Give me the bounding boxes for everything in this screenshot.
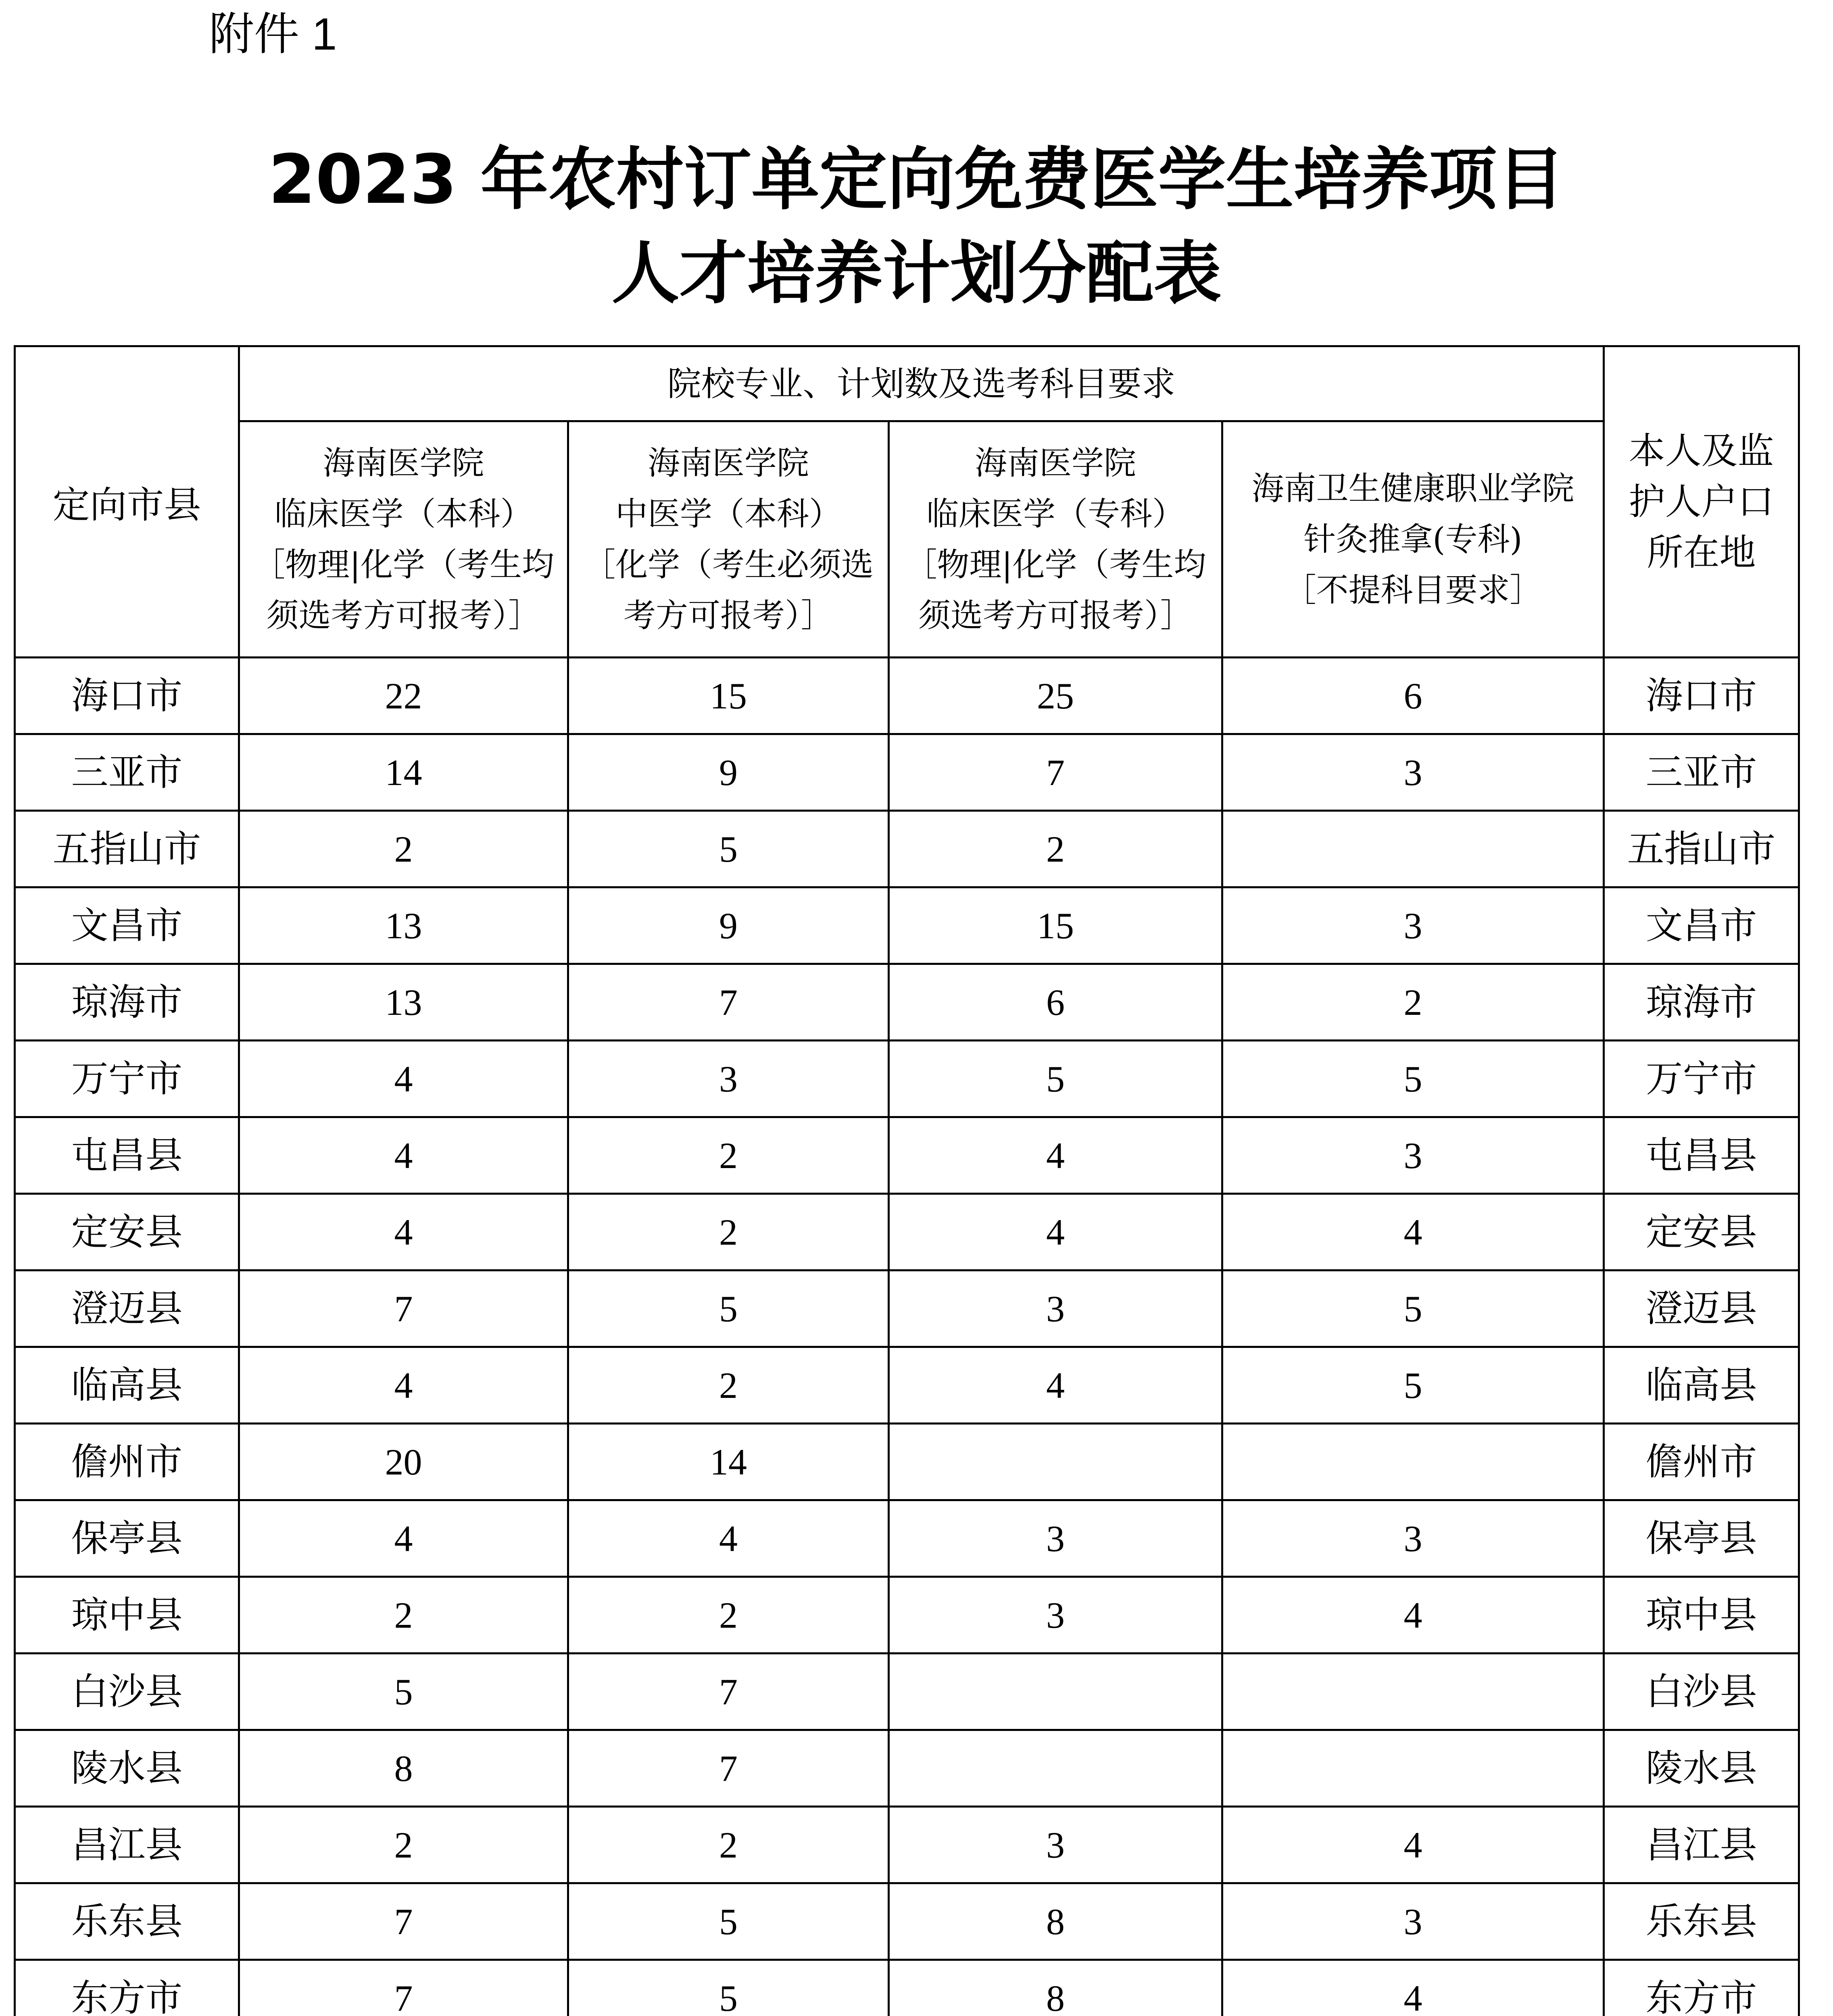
- header-col-tcm-bachelor: [568, 421, 889, 658]
- acupuncture-college-cell: [1222, 1424, 1604, 1500]
- clinical-bachelor-cell: 13: [239, 887, 568, 964]
- clinical-bachelor-cell: 20: [239, 1424, 568, 1500]
- city-cell: 屯昌县: [15, 1117, 239, 1194]
- household-cell: 澄迈县: [1604, 1270, 1799, 1347]
- clinical-bachelor-cell: 4: [239, 1194, 568, 1270]
- household-cell: 文昌市: [1604, 887, 1799, 964]
- clinical-college-cell: 15: [889, 887, 1222, 964]
- city-cell: 定安县: [15, 1194, 239, 1270]
- header-group: 院校专业、计划数及选考科目要求: [239, 346, 1604, 421]
- acupuncture-college-cell: 5: [1222, 1270, 1604, 1347]
- acupuncture-college-cell: 2: [1222, 964, 1604, 1041]
- clinical-college-cell: 25: [889, 658, 1222, 734]
- header-household: [1604, 346, 1799, 658]
- household-cell: 万宁市: [1604, 1041, 1799, 1117]
- tcm-bachelor-cell: 2: [568, 1347, 889, 1424]
- clinical-college-cell: 4: [889, 1194, 1222, 1270]
- acupuncture-college-cell: 4: [1222, 1194, 1604, 1270]
- table-row: [15, 1883, 1799, 1960]
- household-cell: 定安县: [1604, 1194, 1799, 1270]
- clinical-college-cell: 7: [889, 734, 1222, 811]
- city-cell: 临高县: [15, 1347, 239, 1424]
- clinical-college-cell: 3: [889, 1500, 1222, 1577]
- acupuncture-college-cell: [1222, 1654, 1604, 1730]
- clinical-bachelor-cell: 4: [239, 1500, 568, 1577]
- document-title-line1: 2023 年农村订单定向免费医学生培养项目: [268, 140, 1565, 219]
- clinical-college-cell: 5: [889, 1041, 1222, 1117]
- acupuncture-college-cell: [1222, 1730, 1604, 1807]
- clinical-bachelor-cell: 4: [239, 1117, 568, 1194]
- city-cell: 琼中县: [15, 1577, 239, 1654]
- header-col-clinical-college: [889, 421, 1222, 658]
- tcm-bachelor-cell: 5: [568, 811, 889, 887]
- header-col-acupuncture-college: [1222, 421, 1604, 658]
- header-line: 须选考方可报考）］: [918, 596, 1193, 634]
- tcm-bachelor-cell: 5: [568, 1960, 889, 2016]
- city-cell: 文昌市: [15, 887, 239, 964]
- household-cell: 陵水县: [1604, 1730, 1799, 1807]
- acupuncture-college-cell: 5: [1222, 1041, 1604, 1117]
- table-row: [15, 734, 1799, 811]
- document-title-line2: 人才培养计划分配表: [611, 234, 1222, 313]
- acupuncture-college-cell: 3: [1222, 734, 1604, 811]
- clinical-bachelor-cell: 7: [239, 1270, 568, 1347]
- household-cell: 昌江县: [1604, 1807, 1799, 1883]
- header-line: 临床医学（本科）: [274, 495, 533, 533]
- clinical-college-cell: [889, 1730, 1222, 1807]
- household-cell: 五指山市: [1604, 811, 1799, 887]
- table-row: [15, 964, 1799, 1041]
- clinical-college-cell: [889, 1654, 1222, 1730]
- tcm-bachelor-cell: 4: [568, 1500, 889, 1577]
- city-cell: 保亭县: [15, 1500, 239, 1577]
- header-household-line: 护人户口: [1629, 480, 1774, 523]
- household-cell: 儋州市: [1604, 1424, 1799, 1500]
- header-line: 海南医学院: [323, 444, 484, 482]
- table-row: [15, 811, 1799, 887]
- clinical-college-cell: 8: [889, 1960, 1222, 2016]
- household-cell: 三亚市: [1604, 734, 1799, 811]
- city-cell: 白沙县: [15, 1654, 239, 1730]
- city-cell: 五指山市: [15, 811, 239, 887]
- header-line: 中医学（本科）: [615, 495, 841, 533]
- table-row: [15, 1577, 1799, 1654]
- clinical-bachelor-cell: 4: [239, 1347, 568, 1424]
- tcm-bachelor-cell: 9: [568, 734, 889, 811]
- city-cell: 澄迈县: [15, 1270, 239, 1347]
- clinical-bachelor-cell: 7: [239, 1883, 568, 1960]
- city-cell: 陵水县: [15, 1730, 239, 1807]
- city-cell: 海口市: [15, 658, 239, 734]
- table-row: [15, 658, 1799, 734]
- table-row: [15, 1270, 1799, 1347]
- clinical-bachelor-cell: 8: [239, 1730, 568, 1807]
- household-cell: 白沙县: [1604, 1654, 1799, 1730]
- attachment-label: 附件 1: [209, 9, 337, 59]
- household-cell: 临高县: [1604, 1347, 1799, 1424]
- table-row: [15, 1730, 1799, 1807]
- header-col-clinical-bachelor: [239, 421, 568, 658]
- header-line: ［不提科目要求］: [1284, 571, 1542, 609]
- acupuncture-college-cell: 3: [1222, 887, 1604, 964]
- clinical-college-cell: 4: [889, 1347, 1222, 1424]
- household-cell: 乐东县: [1604, 1883, 1799, 1960]
- household-cell: 琼海市: [1604, 964, 1799, 1041]
- header-line: 海南卫生健康职业学院: [1251, 469, 1574, 507]
- city-cell: 东方市: [15, 1960, 239, 2016]
- city-cell: 乐东县: [15, 1883, 239, 1960]
- clinical-college-cell: 3: [889, 1577, 1222, 1654]
- acupuncture-college-cell: 4: [1222, 1807, 1604, 1883]
- allocation-table: [14, 345, 1800, 2016]
- table-row: [15, 1117, 1799, 1194]
- table-row: [15, 1041, 1799, 1117]
- clinical-college-cell: 2: [889, 811, 1222, 887]
- header-line: ［物理|化学（考生均: [905, 546, 1206, 583]
- city-cell: 琼海市: [15, 964, 239, 1041]
- tcm-bachelor-cell: 2: [568, 1577, 889, 1654]
- acupuncture-college-cell: 3: [1222, 1500, 1604, 1577]
- clinical-bachelor-cell: 14: [239, 734, 568, 811]
- city-cell: 万宁市: [15, 1041, 239, 1117]
- clinical-college-cell: [889, 1424, 1222, 1500]
- tcm-bachelor-cell: 2: [568, 1194, 889, 1270]
- household-cell: 琼中县: [1604, 1577, 1799, 1654]
- tcm-bachelor-cell: 15: [568, 658, 889, 734]
- header-line: 海南医学院: [975, 444, 1136, 482]
- table-row: [15, 1654, 1799, 1730]
- header-household-line: 所在地: [1647, 531, 1756, 574]
- header-line: 针灸推拿(专科): [1303, 520, 1522, 558]
- tcm-bachelor-cell: 7: [568, 1730, 889, 1807]
- clinical-bachelor-cell: 2: [239, 1577, 568, 1654]
- clinical-bachelor-cell: 13: [239, 964, 568, 1041]
- clinical-college-cell: 6: [889, 964, 1222, 1041]
- household-cell: 屯昌县: [1604, 1117, 1799, 1194]
- header-line: 考方可报考）］: [624, 596, 833, 634]
- clinical-bachelor-cell: 5: [239, 1654, 568, 1730]
- tcm-bachelor-cell: 3: [568, 1041, 889, 1117]
- table-row: [15, 1194, 1799, 1270]
- header-line: ［化学（考生必须选: [583, 546, 874, 583]
- city-cell: 儋州市: [15, 1424, 239, 1500]
- household-cell: 保亭县: [1604, 1500, 1799, 1577]
- clinical-bachelor-cell: 22: [239, 658, 568, 734]
- city-cell: 昌江县: [15, 1807, 239, 1883]
- table-row: [15, 887, 1799, 964]
- tcm-bachelor-cell: 2: [568, 1117, 889, 1194]
- table-row: [15, 1960, 1799, 2016]
- table-row: [15, 1424, 1799, 1500]
- header-household-line: 本人及监: [1629, 429, 1774, 472]
- tcm-bachelor-cell: 7: [568, 1654, 889, 1730]
- tcm-bachelor-cell: 5: [568, 1883, 889, 1960]
- clinical-college-cell: 3: [889, 1807, 1222, 1883]
- clinical-bachelor-cell: 2: [239, 1807, 568, 1883]
- header-city: 定向市县: [15, 346, 239, 658]
- acupuncture-college-cell: 3: [1222, 1883, 1604, 1960]
- header-line: 海南医学院: [648, 444, 809, 482]
- table-row: [15, 1347, 1799, 1424]
- clinical-college-cell: 3: [889, 1270, 1222, 1347]
- tcm-bachelor-cell: 9: [568, 887, 889, 964]
- household-cell: 海口市: [1604, 658, 1799, 734]
- header-line: 须选考方可报考）］: [266, 596, 541, 634]
- tcm-bachelor-cell: 7: [568, 964, 889, 1041]
- clinical-bachelor-cell: 2: [239, 811, 568, 887]
- clinical-college-cell: 4: [889, 1117, 1222, 1194]
- city-cell: 三亚市: [15, 734, 239, 811]
- acupuncture-college-cell: 4: [1222, 1960, 1604, 2016]
- acupuncture-college-cell: 5: [1222, 1347, 1604, 1424]
- clinical-bachelor-cell: 4: [239, 1041, 568, 1117]
- household-cell: 东方市: [1604, 1960, 1799, 2016]
- table-body: [15, 658, 1799, 2016]
- header-line: ［物理|化学（考生均: [253, 546, 554, 583]
- clinical-bachelor-cell: 7: [239, 1960, 568, 2016]
- acupuncture-college-cell: 3: [1222, 1117, 1604, 1194]
- table-row: [15, 1500, 1799, 1577]
- acupuncture-college-cell: [1222, 811, 1604, 887]
- table-row: [15, 1807, 1799, 1883]
- tcm-bachelor-cell: 5: [568, 1270, 889, 1347]
- tcm-bachelor-cell: 14: [568, 1424, 889, 1500]
- clinical-college-cell: 8: [889, 1883, 1222, 1960]
- acupuncture-college-cell: 6: [1222, 658, 1604, 734]
- acupuncture-college-cell: 4: [1222, 1577, 1604, 1654]
- header-line: 临床医学（专科）: [926, 495, 1184, 533]
- tcm-bachelor-cell: 2: [568, 1807, 889, 1883]
